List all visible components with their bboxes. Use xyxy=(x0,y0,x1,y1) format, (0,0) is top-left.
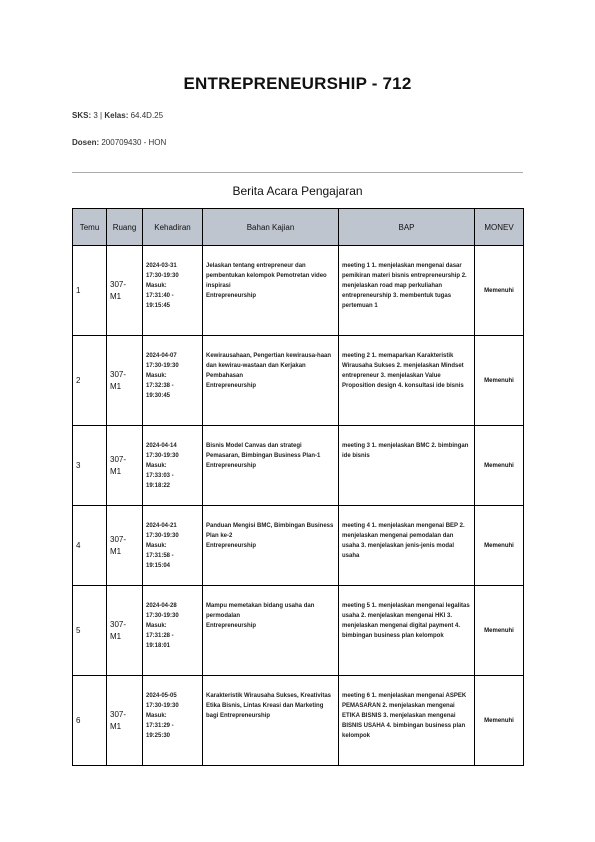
kehadiran-cell: 2024-05-05 17:30-19:30 Masuk: 17:31:29 - 19:25:30 xyxy=(143,676,203,766)
monev-cell: Memenuhi xyxy=(475,426,524,506)
ruang-cell: 307- M1 xyxy=(107,336,143,426)
ruang-cell: 307- M1 xyxy=(107,506,143,586)
monev-cell: Memenuhi xyxy=(475,506,524,586)
dosen-label: Dosen: xyxy=(72,138,100,147)
kelas-label: Kelas: xyxy=(104,111,129,120)
ruang-cell: 307- M1 xyxy=(107,676,143,766)
ruang-cell: 307- M1 xyxy=(107,426,143,506)
bap-cell: meeting 5 1. menjelaskan mengenai legalitas usaha 2. menjelaskan mengenai HKI 3. menjelaskan mengenai digital payment 4. bimbingan business plan kelompok xyxy=(339,586,475,676)
ruang-cell: 307- M1 xyxy=(107,246,143,336)
bap-cell: meeting 1 1. menjelaskan mengenai dasar pemikiran materi bisnis entrepreneurship 2. menjelaskan road map perkuliahan entrepreneurship 3. membentuk tugas pertemuan 1 xyxy=(339,246,475,336)
temu-cell: 1 xyxy=(73,246,107,336)
course-meta xyxy=(72,111,163,120)
bahan-kajian-cell: Mampu memetakan bidang usaha dan permodalan Entrepreneurship xyxy=(203,586,339,676)
col-header-temu: Temu xyxy=(73,209,107,246)
table-row xyxy=(73,506,524,586)
separator: | xyxy=(100,111,103,120)
col-header-bahan-kajian: Bahan Kajian xyxy=(203,209,339,246)
temu-cell: 2 xyxy=(73,336,107,426)
bahan-kajian-cell: Karakteristik Wirausaha Sukses, Kreativitas Etika Bisnis, Lintas Kreasi dan Marketing bagi Entrepreneurship xyxy=(203,676,339,766)
temu-cell: 5 xyxy=(73,586,107,676)
kehadiran-cell: 2024-03-31 17:30-19:30 Masuk: 17:31:40 - 19:15:45 xyxy=(143,246,203,336)
temu-cell: 6 xyxy=(73,676,107,766)
kelas-value: 64.4D.25 xyxy=(130,111,164,120)
ruang-cell: 307- M1 xyxy=(107,586,143,676)
dosen-value: 200709430 - HON xyxy=(101,138,167,147)
col-header-ruang: Ruang xyxy=(107,209,143,246)
bahan-kajian-cell: Panduan Mengisi BMC, Bimbingan Business Plan ke-2 Entrepreneurship xyxy=(203,506,339,586)
kehadiran-cell: 2024-04-28 17:30-19:30 Masuk: 17:31:28 - 19:18:01 xyxy=(143,586,203,676)
bap-cell: meeting 4 1. menjelaskan mengenai BEP 2. menjelaskan mengenai pemodalan dan usaha 3. menjelaskan jenis-jenis modal usaha xyxy=(339,506,475,586)
table-header-row xyxy=(73,209,524,246)
divider xyxy=(72,172,523,173)
monev-cell: Memenuhi xyxy=(475,586,524,676)
table-row xyxy=(73,426,524,506)
sks-label: SKS: xyxy=(72,111,92,120)
lecturer-meta xyxy=(72,138,166,147)
bap-cell: meeting 2 1. memaparkan Karakteristik Wirausaha Sukses 2. menjelaskan Mindset entrepreneur 3. menjelaskan Value Proposition design 4. konsultasi ide bisnis xyxy=(339,336,475,426)
sks-value: 3 xyxy=(93,111,98,120)
kehadiran-cell: 2024-04-07 17:30-19:30 Masuk: 17:32:38 - 19:30:45 xyxy=(143,336,203,426)
section-title: Berita Acara Pengajaran xyxy=(232,184,363,198)
col-header-bap: BAP xyxy=(339,209,475,246)
bahan-kajian-cell: Kewirausahaan, Pengertian kewirausa-haan dan kewirau-wastaan dan Kerjakan Pembahasan Entrepreneurship xyxy=(203,336,339,426)
table-row xyxy=(73,336,524,426)
page-title: ENTREPRENEURSHIP - 712 xyxy=(183,74,412,93)
kehadiran-cell: 2024-04-14 17:30-19:30 Masuk: 17:33:03 - 19:18:22 xyxy=(143,426,203,506)
bap-table-wrapper xyxy=(72,208,524,766)
monev-cell: Memenuhi xyxy=(475,676,524,766)
col-header-kehadiran: Kehadiran xyxy=(143,209,203,246)
table-row xyxy=(73,676,524,766)
monev-cell: Memenuhi xyxy=(475,246,524,336)
monev-cell: Memenuhi xyxy=(475,336,524,426)
kehadiran-cell: 2024-04-21 17:30-19:30 Masuk: 17:31:58 - 19:15:04 xyxy=(143,506,203,586)
temu-cell: 4 xyxy=(73,506,107,586)
bahan-kajian-cell: Jelaskan tentang entrepreneur dan pembentukan kelompok Pemotretan video inspirasi Entrepreneurship xyxy=(203,246,339,336)
bap-cell: meeting 3 1. menjelaskan BMC 2. bimbingan ide bisnis xyxy=(339,426,475,506)
table-row xyxy=(73,586,524,676)
col-header-monev: MONEV xyxy=(475,209,524,246)
bap-cell: meeting 6 1. menjelaskan mengenai ASPEK PEMASARAN 2. menjelaskan mengenai ETIKA BISNIS 3. menjelaskan mengenai BISNIS USAHA 4. bimbingan business plan kelompok xyxy=(339,676,475,766)
table-row xyxy=(73,246,524,336)
temu-cell: 3 xyxy=(73,426,107,506)
bap-table xyxy=(72,208,524,766)
bahan-kajian-cell: Bisnis Model Canvas dan strategi Pemasaran, Bimbingan Business Plan-1 Entrepreneurship xyxy=(203,426,339,506)
